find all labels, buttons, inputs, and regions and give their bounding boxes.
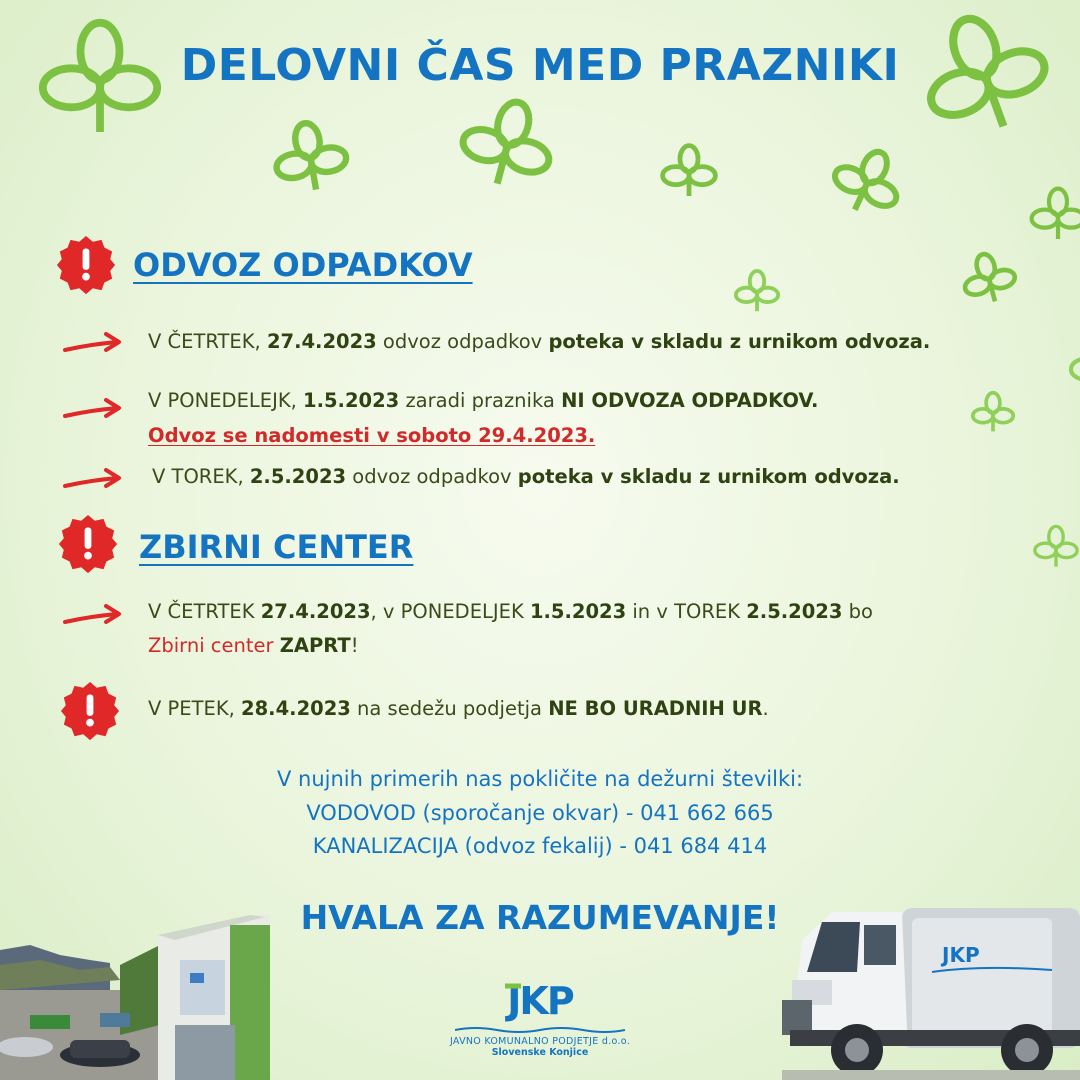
office-notice: V PETEK, 28.4.2023 na sedežu podjetja NE BO URADNIH UR.: [148, 697, 769, 720]
arrow-right-icon: [62, 330, 124, 358]
clover-icon: [1032, 505, 1080, 590]
wave-icon: [455, 1026, 625, 1034]
clover-icon: [825, 145, 910, 220]
clover-icon: [268, 118, 353, 198]
section-heading-waste: ODVOZ ODPADKOV: [133, 246, 473, 284]
arrow-right-icon: [62, 396, 124, 424]
clover-icon: [968, 390, 1018, 436]
exclamation-badge-icon: [57, 513, 119, 575]
center-line-2: Zbirni center ZAPRT!: [148, 634, 359, 657]
page-title: DELOVNI ČAS MED PRAZNIKI: [180, 40, 900, 91]
clover-icon: [958, 250, 1020, 308]
logo-location: Slovenske Konjice: [491, 1047, 589, 1058]
svg-text:JKP: JKP: [507, 979, 573, 1022]
clover-icon: [1028, 170, 1080, 260]
thanks-message: HVALA ZA RAZUMEVANJE!: [300, 898, 780, 937]
exclamation-badge-icon: [59, 680, 121, 742]
jkp-logo-icon: [495, 978, 585, 1022]
clover-icon: [1062, 330, 1080, 400]
logo-company-name: JAVNO KOMUNALNO PODJETJE d.o.o.: [449, 1036, 631, 1047]
arrow-right-icon: [62, 602, 124, 630]
contact-water: VODOVOD (sporočanje okvar) - 041 662 665: [306, 801, 774, 825]
contact-sewage: KANALIZACIJA (odvoz fekalij) - 041 684 414: [312, 834, 768, 858]
clover-icon: [658, 142, 720, 202]
center-line-1: V ČETRTEK 27.4.2023, v PONEDELJEK 1.5.2023 in v TOREK 2.5.2023 bo: [148, 600, 873, 623]
collection-center-photo: [0, 905, 270, 1080]
company-logo: [440, 978, 640, 1078]
exclamation-badge-icon: [55, 234, 117, 296]
contact-intro: V nujnih primerih nas pokličite na dežurni številki:: [276, 767, 804, 791]
clover-icon: [455, 95, 560, 195]
waste-item-2: V PONEDELEJK, 1.5.2023 zaradi praznika NI ODVOZA ODPADKOV.: [148, 389, 819, 412]
section-heading-center: ZBIRNI CENTER: [139, 528, 414, 566]
waste-item-1: V ČETRTEK, 27.4.2023 odvoz odpadkov poteka v skladu z urnikom odvoza.: [148, 330, 931, 353]
garbage-truck-photo: [782, 900, 1080, 1080]
clover-icon: [732, 268, 782, 316]
waste-item-3: V TOREK, 2.5.2023 odvoz odpadkov poteka v skladu z urnikom odvoza.: [152, 465, 900, 488]
arrow-right-icon: [62, 466, 124, 494]
svg-text:JKP: JKP: [942, 943, 980, 967]
waste-item-2-note: Odvoz se nadomesti v soboto 29.4.2023.: [148, 424, 596, 447]
